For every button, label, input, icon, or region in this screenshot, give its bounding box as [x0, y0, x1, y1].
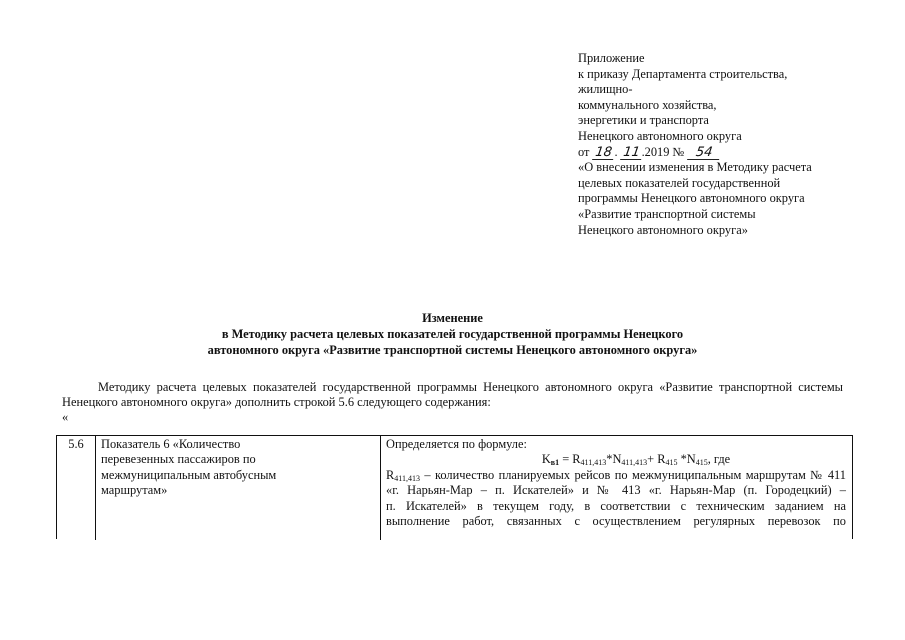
definition-text: – количество планируемых рейсов по межмуниципальным маршрутам № 411: [419, 467, 846, 482]
appendix-line: коммунального хозяйства,: [578, 97, 717, 112]
formula-eq: = R: [559, 452, 581, 467]
formula-r2-sub: 415: [665, 458, 678, 468]
indicator-line: Показатель 6 «Количество: [101, 437, 241, 451]
handwritten-month: 11: [620, 147, 643, 160]
date-separator: .: [614, 144, 618, 159]
indicator-name-cell: [96, 436, 381, 540]
appendix-subject-line: «О внесении изменения в Методику расчета: [578, 160, 812, 175]
intro-text: Методику расчета целевых показателей государственной программы Ненецкого автономного округа «Развитие транспортной системы Ненецкого автономного округа» дополнить строкой 5.6 следующего содержания:: [62, 380, 843, 410]
appendix-line: к приказу Департамента строительства,: [578, 66, 788, 81]
formula-n1-sub: 411,413: [621, 458, 648, 468]
formula-lhs: K: [541, 452, 551, 467]
formula-intro: Определяется по формуле:: [386, 437, 527, 451]
date-year: .2019 №: [641, 144, 685, 159]
formula-mul2: *N: [677, 452, 696, 467]
definition-line: выполнение работ, связанных с осуществлением регулярных перевозок по: [386, 514, 846, 529]
title-line: автономного округа «Развитие транспортной системы Ненецкого автономного округа»: [207, 343, 698, 357]
definition-symbol: R: [386, 467, 395, 482]
definition-sub: 411,413: [394, 473, 420, 483]
definition-line: [386, 468, 846, 483]
definition-line: п. Искателей» в текущем году, в соответствии с техническим заданием на: [386, 498, 846, 513]
order-date-line: [578, 145, 878, 161]
indicator-line: перевезенных пассажиров по: [101, 452, 256, 467]
appendix-line: жилищно-: [578, 82, 633, 97]
formula-plus: + R: [647, 452, 666, 467]
handwritten-order-number: 54: [687, 147, 721, 160]
calculation-method-cell: [381, 436, 852, 540]
amendment-table: [56, 435, 853, 539]
formula-lhs-sub: в1: [550, 458, 560, 468]
formula-n2-sub: 415: [695, 458, 708, 468]
row-number-cell: 5.6: [57, 436, 96, 540]
definition-line: «г. Нарьян-Мар – п. Искателей» и № 413 «г. Нарьян-Мар (п. Городецкий) –: [386, 483, 846, 498]
date-prefix: от: [578, 144, 590, 159]
indicator-line: маршрутам»: [101, 483, 168, 498]
intro-paragraph: [62, 380, 843, 411]
title-line: Изменение: [422, 311, 483, 325]
appendix-line: Приложение: [578, 51, 645, 65]
document-title: [60, 310, 845, 358]
handwritten-day: 18: [593, 147, 616, 160]
appendix-subject-line: Ненецкого автономного округа»: [578, 222, 748, 237]
appendix-line: Ненецкого автономного округа: [578, 128, 742, 143]
formula-mul1: *N: [606, 452, 622, 467]
indicator-line: межмуниципальным автобусным: [101, 467, 277, 482]
appendix-line: энергетики и транспорта: [578, 113, 709, 128]
appendix-subject-line: «Развитие транспортной системы: [578, 206, 756, 221]
appendix-subject-line: целевых показателей государственной: [578, 175, 781, 190]
appendix-subject-line: программы Ненецкого автономного округа: [578, 191, 805, 206]
opening-quote: «: [62, 410, 69, 424]
formula-tail: , где: [707, 452, 731, 467]
title-line: в Методику расчета целевых показателей государственной программы Ненецкого: [221, 327, 684, 341]
appendix-header: [578, 51, 878, 238]
formula-r1-sub: 411,413: [580, 458, 607, 468]
formula: [426, 452, 846, 467]
